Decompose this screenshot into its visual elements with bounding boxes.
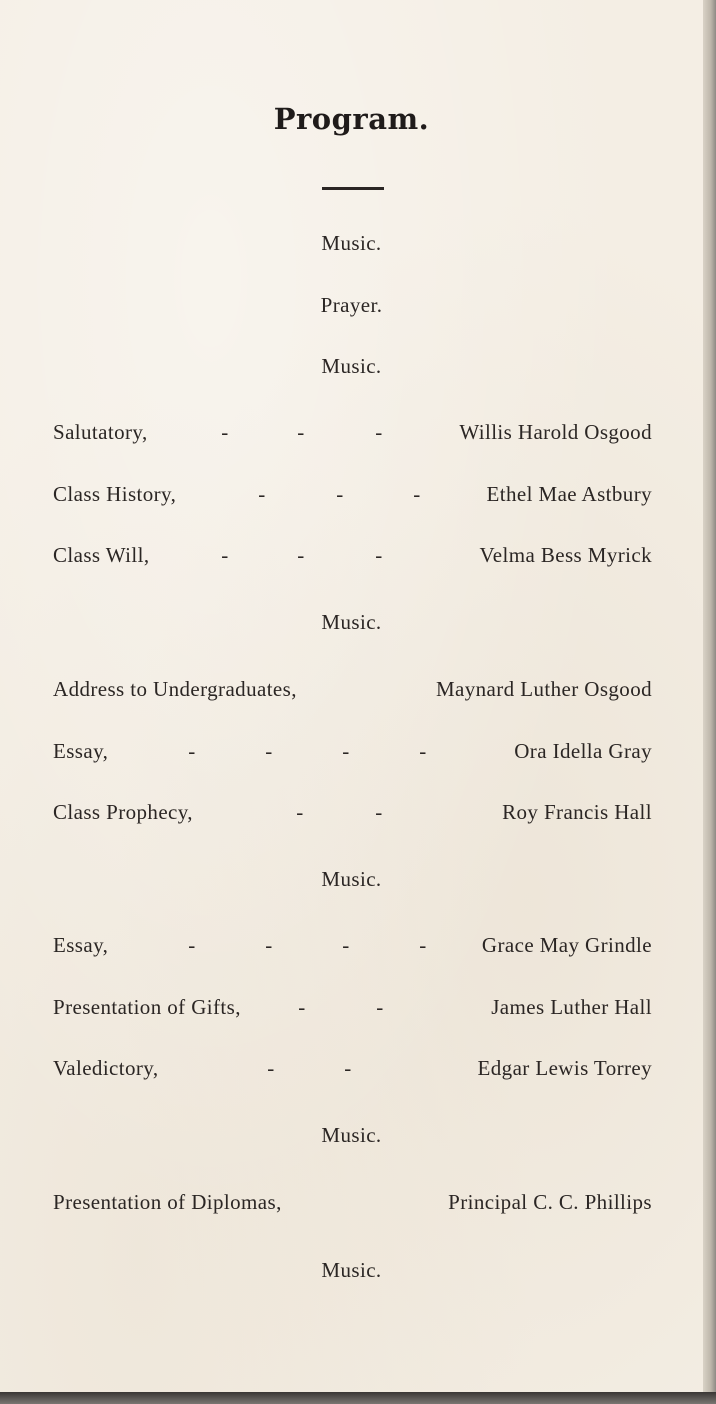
performer-name: Roy Francis Hall — [502, 800, 652, 824]
program-title: Program. — [273, 102, 430, 136]
leader-dash: - — [344, 1056, 352, 1080]
leader-dash: - — [375, 543, 383, 567]
performer-name: Ora Idella Gray — [514, 739, 652, 763]
program-row-class-history — [53, 482, 652, 510]
leader-dash: - — [297, 420, 305, 444]
music-line: Music. — [321, 1258, 382, 1282]
leader-dash: - — [265, 739, 273, 763]
part-name: Presentation of Gifts, — [53, 995, 241, 1019]
background-surface — [0, 1392, 716, 1404]
leader-dash: - — [375, 800, 383, 824]
performer-name: Principal C. C. Phillips — [448, 1190, 652, 1214]
program-row-essay — [53, 933, 652, 961]
part-name: Essay, — [53, 933, 109, 957]
performer-name: Grace May Grindle — [481, 933, 652, 957]
leader-dash: - — [296, 800, 304, 824]
music-line: Music. — [321, 610, 382, 634]
prayer-line: Prayer. — [320, 293, 383, 317]
leader-dash: - — [376, 995, 384, 1019]
leader-dash: - — [265, 933, 273, 957]
part-name: Salutatory, — [53, 420, 148, 444]
music-line: Music. — [321, 1123, 382, 1147]
part-name: Presentation of Diplomas, — [53, 1190, 282, 1214]
leader-dash: - — [336, 482, 344, 506]
leader-dash: - — [298, 995, 306, 1019]
program-row-presentation-of-gifts — [53, 995, 652, 1023]
leader-dash: - — [419, 739, 427, 763]
title-rule — [322, 187, 384, 190]
program-row-valedictory — [53, 1056, 652, 1084]
leader-dash: - — [413, 482, 421, 506]
leader-dash: - — [221, 543, 229, 567]
performer-name: Willis Harold Osgood — [459, 420, 652, 444]
performer-name: Velma Bess Myrick — [479, 543, 652, 567]
program-row-essay — [53, 739, 652, 767]
performer-name: Edgar Lewis Torrey — [477, 1056, 652, 1080]
leader-dash: - — [188, 739, 196, 763]
leader-dash: - — [188, 933, 196, 957]
program-row-salutatory — [53, 420, 652, 448]
part-name: Essay, — [53, 739, 109, 763]
leader-dash: - — [221, 420, 229, 444]
music-line: Music. — [321, 867, 382, 891]
performer-name: James Luther Hall — [491, 995, 652, 1019]
part-name: Class Will, — [53, 543, 150, 567]
performer-name: Maynard Luther Osgood — [435, 677, 652, 701]
leader-dash: - — [419, 933, 427, 957]
program-row-class-will — [53, 543, 652, 571]
leader-dash: - — [267, 1056, 275, 1080]
leader-dash: - — [258, 482, 266, 506]
performer-name: Ethel Mae Astbury — [486, 482, 652, 506]
part-name: Class History, — [53, 482, 177, 506]
part-name: Address to Undergraduates, — [53, 677, 297, 701]
leader-dash: - — [375, 420, 383, 444]
music-line: Music. — [321, 231, 382, 255]
leader-dash: - — [297, 543, 305, 567]
music-line: Music. — [321, 354, 382, 378]
part-name: Valedictory, — [53, 1056, 159, 1080]
part-name: Class Prophecy, — [53, 800, 193, 824]
leader-dash: - — [342, 739, 350, 763]
card-edge-shadow — [703, 0, 716, 1404]
program-row-address — [53, 677, 652, 705]
leader-dash: - — [342, 933, 350, 957]
program-row-presentation-of-diplomas — [53, 1190, 652, 1218]
program-row-class-prophecy — [53, 800, 652, 828]
